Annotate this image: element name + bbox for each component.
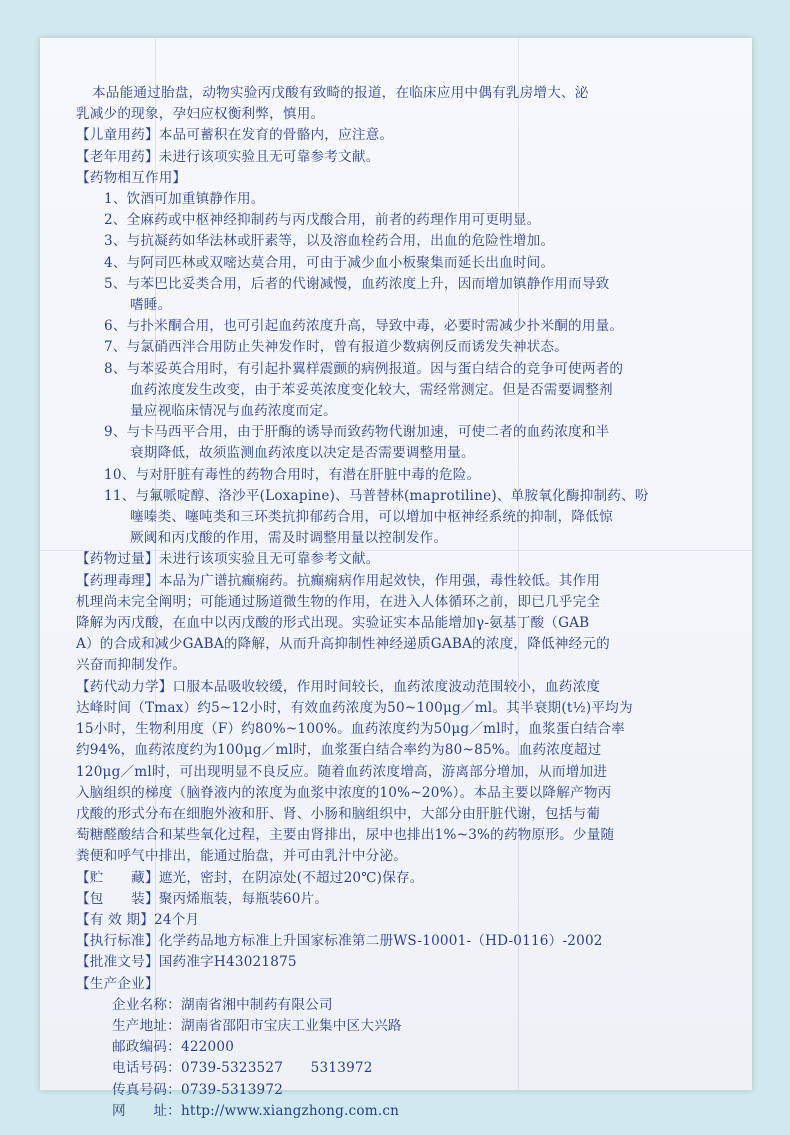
text-line: 机理尚未完全阐明；可能通过肠道微生物的作用，在进入人体循环之前，即已几乎完全 (76, 593, 601, 610)
text-line: 1、饮酒可加重镇静作用。 (104, 191, 265, 208)
text-line: 嗜睡。 (130, 297, 172, 314)
text-line: 降解为丙戊酸，在血中以丙戊酸的形式出现。实验证实本品能增加γ-氨基丁酸（GAB (76, 615, 590, 632)
text-line: 萄糖醛酸结合和某些氧化过程，主要由肾排出，尿中也排出1%~3%的药物原形。少量随 (76, 827, 615, 844)
text-line: 【生产企业】 (76, 975, 159, 992)
text-line: 120μg／ml时，可出现明显不良反应。随着血药浓度增高，游离部分增加，从而增加进 (76, 763, 608, 780)
text-line: 噻嗪类、噻吨类和三环类抗抑郁药合用，可以增加中枢神经系统的抑制，降低惊 (130, 509, 613, 526)
text-line: 5、与苯巴比妥类合用，后者的代谢减慢，血药浓度上升，因而增加镇静作用而导致 (104, 275, 610, 292)
text-line: 约94%，血药浓度约为100μg／ml时，血浆蛋白结合率约为80~85%。血药浓度超过 (76, 742, 602, 759)
text-line: 【药物相互作用】 (76, 169, 187, 186)
text-line: 6、与扑米酮合用，也可引起血药浓度升高，导致中毒，必要时需减少扑米酮的用量。 (104, 318, 624, 335)
text-line: 【贮 藏】遮光，密封，在阴凉处(不超过20℃)保存。 (76, 869, 424, 886)
text-line: 8、与苯妥英合用时，有引起扑翼样震颤的病例报道。因与蛋白结合的竞争可使两者的 (104, 360, 624, 377)
text-line: 【有 效 期】24个月 (76, 911, 200, 928)
text-line: 网 址：http://www.xiangzhong.com.cn (112, 1102, 400, 1119)
text-line: 【药理毒理】本品为广谱抗癫痫药。抗癫痫病作用起效快，作用强，毒性较低。其作用 (76, 572, 601, 589)
text-line: 生产地址：湖南省邵阳市宝庆工业集中区大兴路 (112, 1017, 402, 1034)
text-line: 兴奋而抑制发作。 (76, 657, 187, 674)
text-line: 入脑组织的梯度（脑脊液内的浓度为血浆中浓度的10%~20%）。本品主要以降解产物丙 (76, 784, 612, 801)
text-line: 2、全麻药或中枢神经抑制药与丙戊酸合用，前者的药理作用可更明显。 (104, 212, 541, 229)
text-line: 【药代动力学】口服本品吸收较缓，作用时间较长，血药浓度波动范围较小，血药浓度 (76, 678, 601, 695)
text-line: 4、与阿司匹林或双嘧达莫合用，可由于减少血小板聚集而延长出血时间。 (104, 254, 555, 271)
text-line: 邮政编码：422000 (112, 1039, 235, 1056)
text-line: 戊酸的形式分布在细胞外液和肝、肾、小肠和脑组织中，大部分由肝脏代谢，包括与葡 (76, 805, 601, 822)
text-line: 7、与氯硝西泮合用防止失神发作时，曾有报道少数病例反而诱发失神状态。 (104, 339, 569, 356)
text-line: 衰期降低，故须监测血药浓度以决定是否需要调整用量。 (130, 445, 475, 462)
text-line: 传真号码：0739-5313972 (112, 1081, 284, 1098)
text-line: 企业名称：湖南省湘中制药有限公司 (112, 996, 333, 1013)
text-line: 10、与对肝脏有毒性的药物合用时，有潜在肝脏中毒的危险。 (104, 466, 481, 483)
text-line: 3、与抗凝药如华法林或肝素等，以及溶血栓药合用，出血的危险性增加。 (104, 233, 555, 250)
text-line: 【老年用药】未进行该项实验且无可靠参考文献。 (76, 148, 380, 165)
leaflet-paper (40, 38, 752, 1119)
text-line: 量应视临床情况与血药浓度而定。 (130, 403, 337, 420)
text-line: 【批准文号】国药准字H43021875 (76, 954, 297, 971)
text-line: 【儿童用药】本品可蓄积在发育的骨骼内，应注意。 (76, 127, 394, 144)
text-line: 乳减少的现象，孕妇应权衡利弊，慎用。 (76, 106, 325, 123)
text-line: 本品能通过胎盘，动物实验丙戊酸有致畸的报道，在临床应用中偶有乳房增大、泌 (92, 85, 589, 101)
text-line: 粪便和呼气中排出，能通过胎盘，并可由乳汁中分泌。 (76, 848, 408, 865)
text-line: 11、与氟哌啶醇、洛沙平(Loxapine)、马普替林(maprotiline)、单胺氧化酶抑制药、吩 (104, 487, 649, 504)
text-line: 9、与卡马西平合用，由于肝酶的诱导而致药物代谢加速，可使二者的血药浓度和半 (104, 424, 610, 441)
text-line: 【执行标准】化学药品地方标准上升国家标准第二册WS-10001-（HD-0116）-2002 (76, 933, 603, 950)
text-line: 15小时，生物利用度（F）约80%~100%。血药浓度约为50μg／ml时，血浆蛋白结合率 (76, 721, 625, 738)
text-line: A）的合成和减少GABA的降解，从而升高抑制性神经递质GABA的浓度，降低神经元的 (76, 636, 610, 653)
leaflet-text (76, 83, 716, 1122)
text-line: 达峰时间（Tmax）约5~12小时，有效血药浓度为50~100μg／ml。其半衰期(t½)平均为 (76, 699, 633, 716)
text-line: 电话号码：0739-5323527 5313972 (112, 1060, 373, 1077)
text-line: 【药物过量】未进行该项实验且无可靠参考文献。 (76, 551, 380, 568)
text-line: 血药浓度发生改变，由于苯妥英浓度变化较大，需经常测定。但是否需要调整剂 (130, 381, 613, 398)
text-line: 【包 装】聚丙烯瓶装，每瓶装60片。 (76, 890, 329, 907)
text-line: 厥阈和丙戊酸的作用，需及时调整用量以控制发作。 (130, 530, 448, 547)
